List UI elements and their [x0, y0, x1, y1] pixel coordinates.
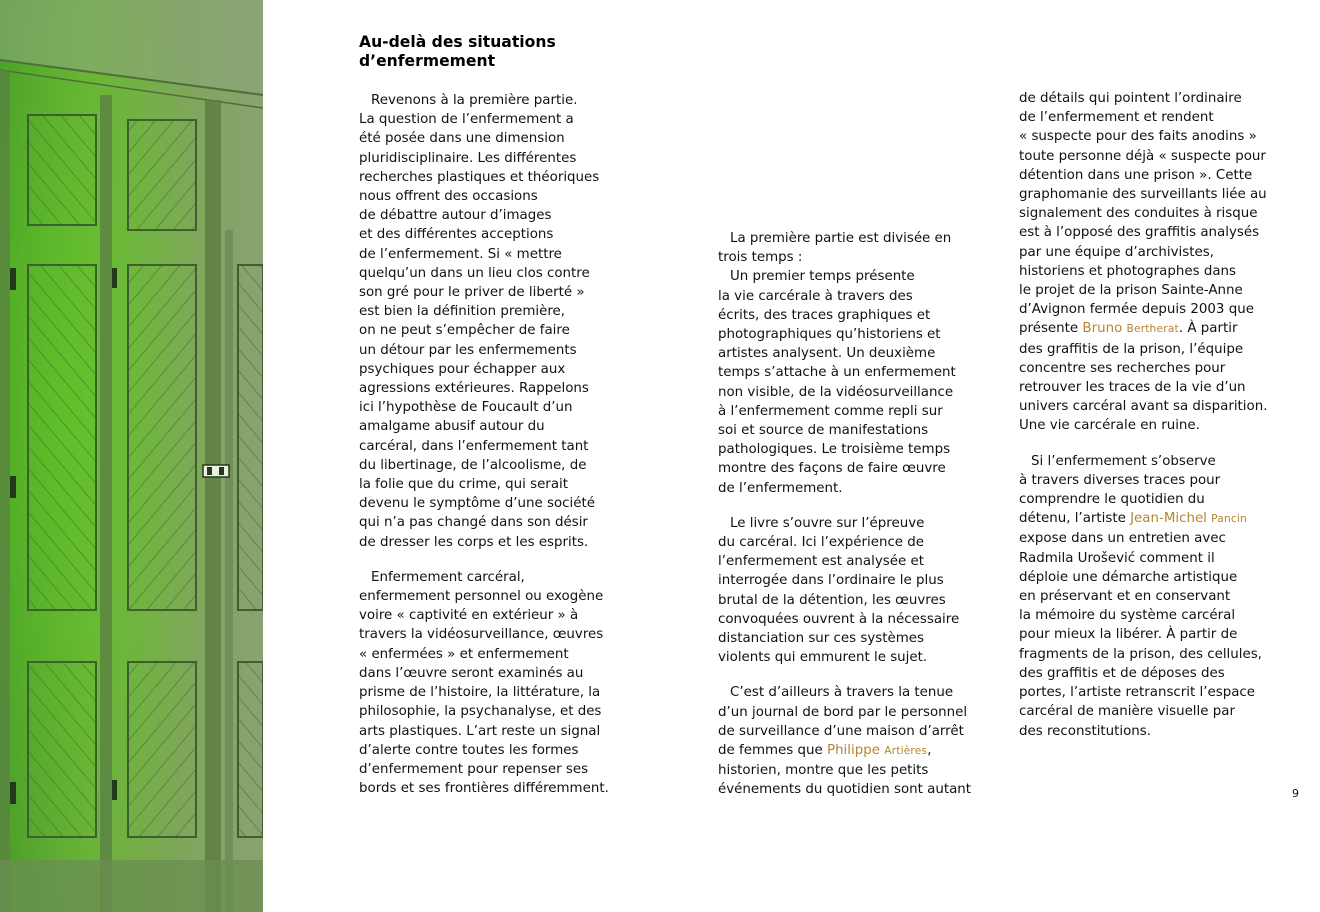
text-line: concentre ses recherches pour — [1019, 360, 1226, 376]
text-line: des reconstitutions. — [1019, 723, 1152, 739]
text-line: de l’enfermement. — [718, 480, 843, 496]
text-line: la vie carcérale à travers des — [718, 288, 913, 304]
text-line: prisme de l’histoire, la littérature, la — [359, 685, 601, 701]
text-line: non visible, de la vidéosurveillance — [718, 384, 954, 400]
text-line: expose dans un entretien avec — [1019, 531, 1226, 547]
text-line: Revenons à la première partie. — [371, 93, 578, 108]
text-line: la mémoire du système carcéral — [1019, 608, 1236, 624]
text-line: graphomanie des surveillants liée au — [1019, 187, 1267, 203]
page-number: 9 — [1292, 787, 1299, 800]
text-line: Si l’enfermement s’observe — [1031, 453, 1216, 469]
text-line: à l’enfermement comme repli sur — [718, 403, 943, 419]
text-line: « suspecte pour des faits anodins » — [1019, 129, 1257, 145]
text-line: C’est d’ailleurs à travers la tenue — [730, 685, 954, 701]
text-line: philosophie, la psychanalyse, et des — [359, 704, 602, 720]
text-line: un détour par les enfermements — [359, 342, 577, 358]
text-line: qui n’a pas changé dans son désir — [359, 515, 588, 531]
text-line: Radmila Urošević comment il — [1019, 550, 1215, 566]
text-line: à travers diverses traces pour — [1019, 472, 1221, 488]
text-line: ici l’hypothèse de Foucault d’un — [359, 400, 573, 416]
text-line: carcéral de manière visuelle par — [1019, 704, 1235, 720]
text-line: d’Avignon fermée depuis 2003 que — [1019, 302, 1254, 318]
paragraph — [1019, 452, 1267, 741]
text-line: de l’enfermement. Si « mettre — [359, 246, 562, 262]
text-line: quelqu’un dans un lieu clos contre — [359, 265, 590, 281]
text-line: de débattre autour d’images — [359, 208, 552, 224]
section-heading — [359, 33, 556, 71]
text-line: du carcéral. Ici l’expérience de — [718, 535, 925, 551]
text-line: convoquées ouvrent à la nécessaire — [718, 611, 960, 627]
text-column-1 — [359, 91, 609, 798]
text-line: pour mieux la libérer. À partir de — [1019, 627, 1238, 643]
text-line: fragments de la prison, des cellules, — [1019, 646, 1262, 662]
text-line: portes, l’artiste retranscrit l’espace — [1019, 685, 1256, 701]
text-line: recherches plastiques et théoriques — [359, 169, 600, 185]
text-line: toute personne déjà « suspecte pour — [1019, 148, 1266, 164]
text-line: et des différentes acceptions — [359, 227, 554, 243]
text-line: écrits, des traces graphiques et — [718, 307, 931, 323]
text-line: temps s’attache à un enfermement — [718, 365, 956, 381]
paragraph — [359, 568, 609, 798]
text-line: devenu le symptôme d’une société — [359, 496, 595, 512]
text-line: retrouver les traces de la vie d’un — [1019, 380, 1246, 396]
text-line: de détails qui pointent l’ordinaire — [1019, 91, 1242, 106]
text-line: travers la vidéosurveillance, œuvres — [359, 627, 604, 643]
heading-line-1: Au-delà des situations — [359, 33, 556, 51]
text-line: dans l’œuvre seront examinés au — [359, 665, 584, 681]
text-line: détention dans une prison ». Cette — [1019, 167, 1253, 183]
text-line: amalgame abusif autour du — [359, 419, 545, 435]
text-line: d’un journal de bord par le personnel — [718, 704, 968, 720]
text-line: est bien la définition première, — [359, 304, 566, 320]
text-line: distanciation sur ces systèmes — [718, 631, 925, 647]
paragraph — [718, 267, 971, 497]
paragraph — [718, 229, 971, 267]
text-line-with-name: présente Bruno Bertherat. À partir — [1019, 321, 1238, 337]
text-line: comprendre le quotidien du — [1019, 492, 1205, 508]
text-line: de l’enfermement et rendent — [1019, 110, 1214, 126]
text-line: pathologiques. Le troisième temps — [718, 442, 951, 458]
text-line: nous offrent des occasions — [359, 189, 538, 205]
text-line: le projet de la prison Sainte-Anne — [1019, 283, 1243, 299]
text-line: l’enfermement est analysée et — [718, 554, 924, 570]
text-line: d’alerte contre toutes les formes — [359, 742, 579, 758]
text-line: Un premier temps présente — [730, 269, 915, 285]
author-name-bertherat: Bruno Bertherat — [1082, 321, 1179, 337]
text-line: signalement des conduites à risque — [1019, 206, 1258, 222]
text-line: Le livre s’ouvre sur l’épreuve — [730, 515, 925, 531]
text-line: montre des façons de faire œuvre — [718, 461, 946, 477]
text-line: La question de l’enfermement a — [359, 112, 574, 128]
text-line: enfermement personnel ou exogène — [359, 589, 604, 605]
text-column-2 — [718, 229, 971, 800]
text-line: été posée dans une dimension — [359, 131, 565, 147]
text-line: déploie une démarche artistique — [1019, 569, 1238, 585]
text-line: agressions extérieures. Rappelons — [359, 381, 589, 397]
text-line: du libertinage, de l’alcoolisme, de — [359, 457, 587, 473]
text-line: photographiques qu’historiens et — [718, 327, 941, 343]
text-line: est à l’opposé des graffitis analysés — [1019, 225, 1260, 241]
text-line: bords et ses frontières différemment. — [359, 781, 609, 797]
text-line: la folie que du crime, qui serait — [359, 477, 568, 493]
paragraph — [1019, 89, 1267, 436]
text-line: par une équipe d’archivistes, — [1019, 244, 1214, 260]
text-line: Enfermement carcéral, — [371, 569, 525, 585]
text-line: on ne peut s’empêcher de faire — [359, 323, 570, 339]
text-line: soi et source de manifestations — [718, 423, 929, 439]
text-line: des graffitis de la prison, l’équipe — [1019, 341, 1244, 357]
text-line: brutal de la détention, les œuvres — [718, 592, 946, 608]
text-line-with-name: détenu, l’artiste Jean-Michel Pancin — [1019, 511, 1247, 527]
photo-green-wardrobe — [0, 0, 263, 912]
text-line: en préservant et en conservant — [1019, 589, 1231, 605]
text-line: de dresser les corps et les esprits. — [359, 534, 589, 550]
heading-line-2: d’enfermement — [359, 52, 496, 70]
paragraph — [718, 683, 971, 799]
text-column-3 — [1019, 89, 1267, 741]
text-line: pluridisciplinaire. Les différentes — [359, 150, 577, 166]
text-line: son gré pour le priver de liberté » — [359, 285, 585, 301]
text-line: Une vie carcérale en ruine. — [1019, 418, 1200, 434]
text-line: « enfermées » et enfermement — [359, 646, 569, 662]
text-line: événements du quotidien sont autant — [718, 782, 972, 798]
text-line: voire « captivité en extérieur » à — [359, 608, 579, 624]
text-line: interrogée dans l’ordinaire le plus — [718, 573, 944, 589]
text-line-with-name: de femmes que Philippe Artières, — [718, 743, 932, 759]
text-line: des graffitis et de déposes des — [1019, 665, 1225, 681]
text-line: arts plastiques. L’art reste un signal — [359, 723, 601, 739]
text-line: artistes analysent. Un deuxième — [718, 346, 936, 362]
text-line: trois temps : — [718, 250, 803, 266]
author-name-artieres: Philippe Artières — [827, 743, 928, 759]
text-line: psychiques pour échapper aux — [359, 361, 566, 377]
artist-name-pancin: Jean-Michel Pancin — [1130, 511, 1247, 527]
text-line: d’enfermement pour repenser ses — [359, 761, 589, 777]
text-line: univers carcéral avant sa disparition. — [1019, 399, 1268, 415]
text-line: La première partie est divisée en — [730, 231, 952, 246]
text-line: historien, montre que les petits — [718, 763, 929, 779]
text-line: violents qui emmurent le sujet. — [718, 650, 928, 666]
text-line: carcéral, dans l’enfermement tant — [359, 438, 589, 454]
paragraph — [718, 514, 971, 668]
text-line: historiens et photographes dans — [1019, 263, 1237, 279]
text-line: de surveillance d’une maison d’arrêt — [718, 723, 964, 739]
paragraph — [359, 91, 609, 552]
